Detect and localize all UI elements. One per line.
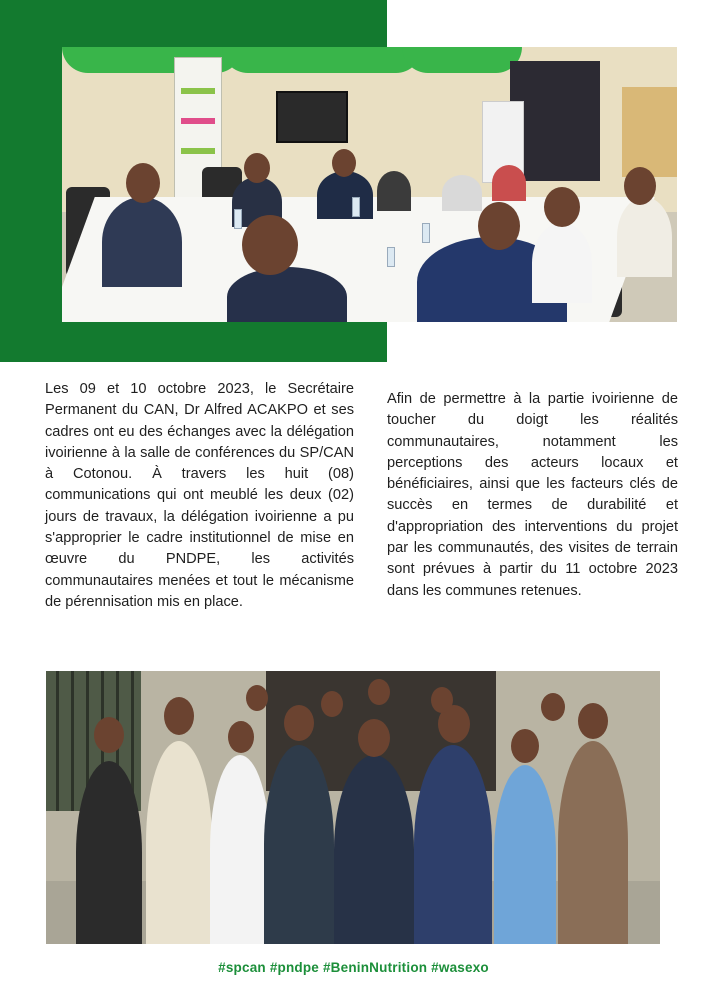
group-member-head [358,719,390,757]
participant-head [478,202,520,250]
wall-tv [276,91,348,143]
participant-head [624,167,656,205]
participant [317,171,373,219]
hashtag-footer: #spcan #pndpe #BeninNutrition #wasexo [218,960,489,975]
water-bottle [234,209,242,229]
participant-head [544,187,580,227]
group-member-head [228,721,254,753]
participant [227,267,347,322]
group-member-head [578,703,608,739]
participant-head [242,215,298,275]
water-bottle [387,247,395,267]
group-member-head [511,729,539,763]
group-member-head [164,697,194,735]
article-paragraph-right: Afin de permettre à la partie ivoirienne de toucher du doigt les réalités communautaires, notamment les perceptions des acteurs locaux et bénéficiaires, ainsi que les facteurs clés de succès en termes de durabilité et d'appropriation des interventions du projet par les communautés, des visites de terrain sont prévues à partir du 11 octobre 2023 dans les communes retenues. [387,391,678,599]
group-member-head [246,685,268,711]
participant [102,197,182,287]
water-bottle [422,223,430,243]
participant-head [332,149,356,177]
group-member-head [431,687,453,713]
participant-head [244,153,270,183]
group-photo [46,671,660,944]
article-paragraph-left: Les 09 et 10 octobre 2023, le Secrétaire Permanent du CAN, Dr Alfred ACAKPO et ses cadres ont eu des échanges avec la délégation ivoirienne à la salle de conférences du SP/CAN à Cotonou. À travers les huit (08) communications qui ont meublé les deux (02) jours de travaux, la délégation ivoirienne a pu s'approprier le cadre institutionnel de mise en œuvre du PNDPE, les activités communautaires menées et tout le mécanisme de pérennisation mis en place. [45,381,354,610]
group-member [146,741,212,944]
group-member [334,755,414,944]
participant-head [126,163,160,203]
group-member-head [94,717,124,753]
group-member [264,745,334,944]
group-member [414,745,492,944]
group-member-head [321,691,343,717]
participant [492,165,526,201]
group-member [76,761,142,944]
group-member [210,755,270,944]
group-member-head [541,693,565,721]
participant [617,197,672,277]
window [622,87,677,177]
participant [377,171,411,211]
group-member [494,765,556,944]
group-member [558,741,628,944]
green-garland [402,47,522,73]
group-member-head [284,705,314,741]
group-member-head [368,679,390,705]
participant [442,175,482,211]
green-garland [222,47,422,73]
participant [532,223,592,303]
conference-room-photo [62,47,677,322]
water-bottle [352,197,360,217]
